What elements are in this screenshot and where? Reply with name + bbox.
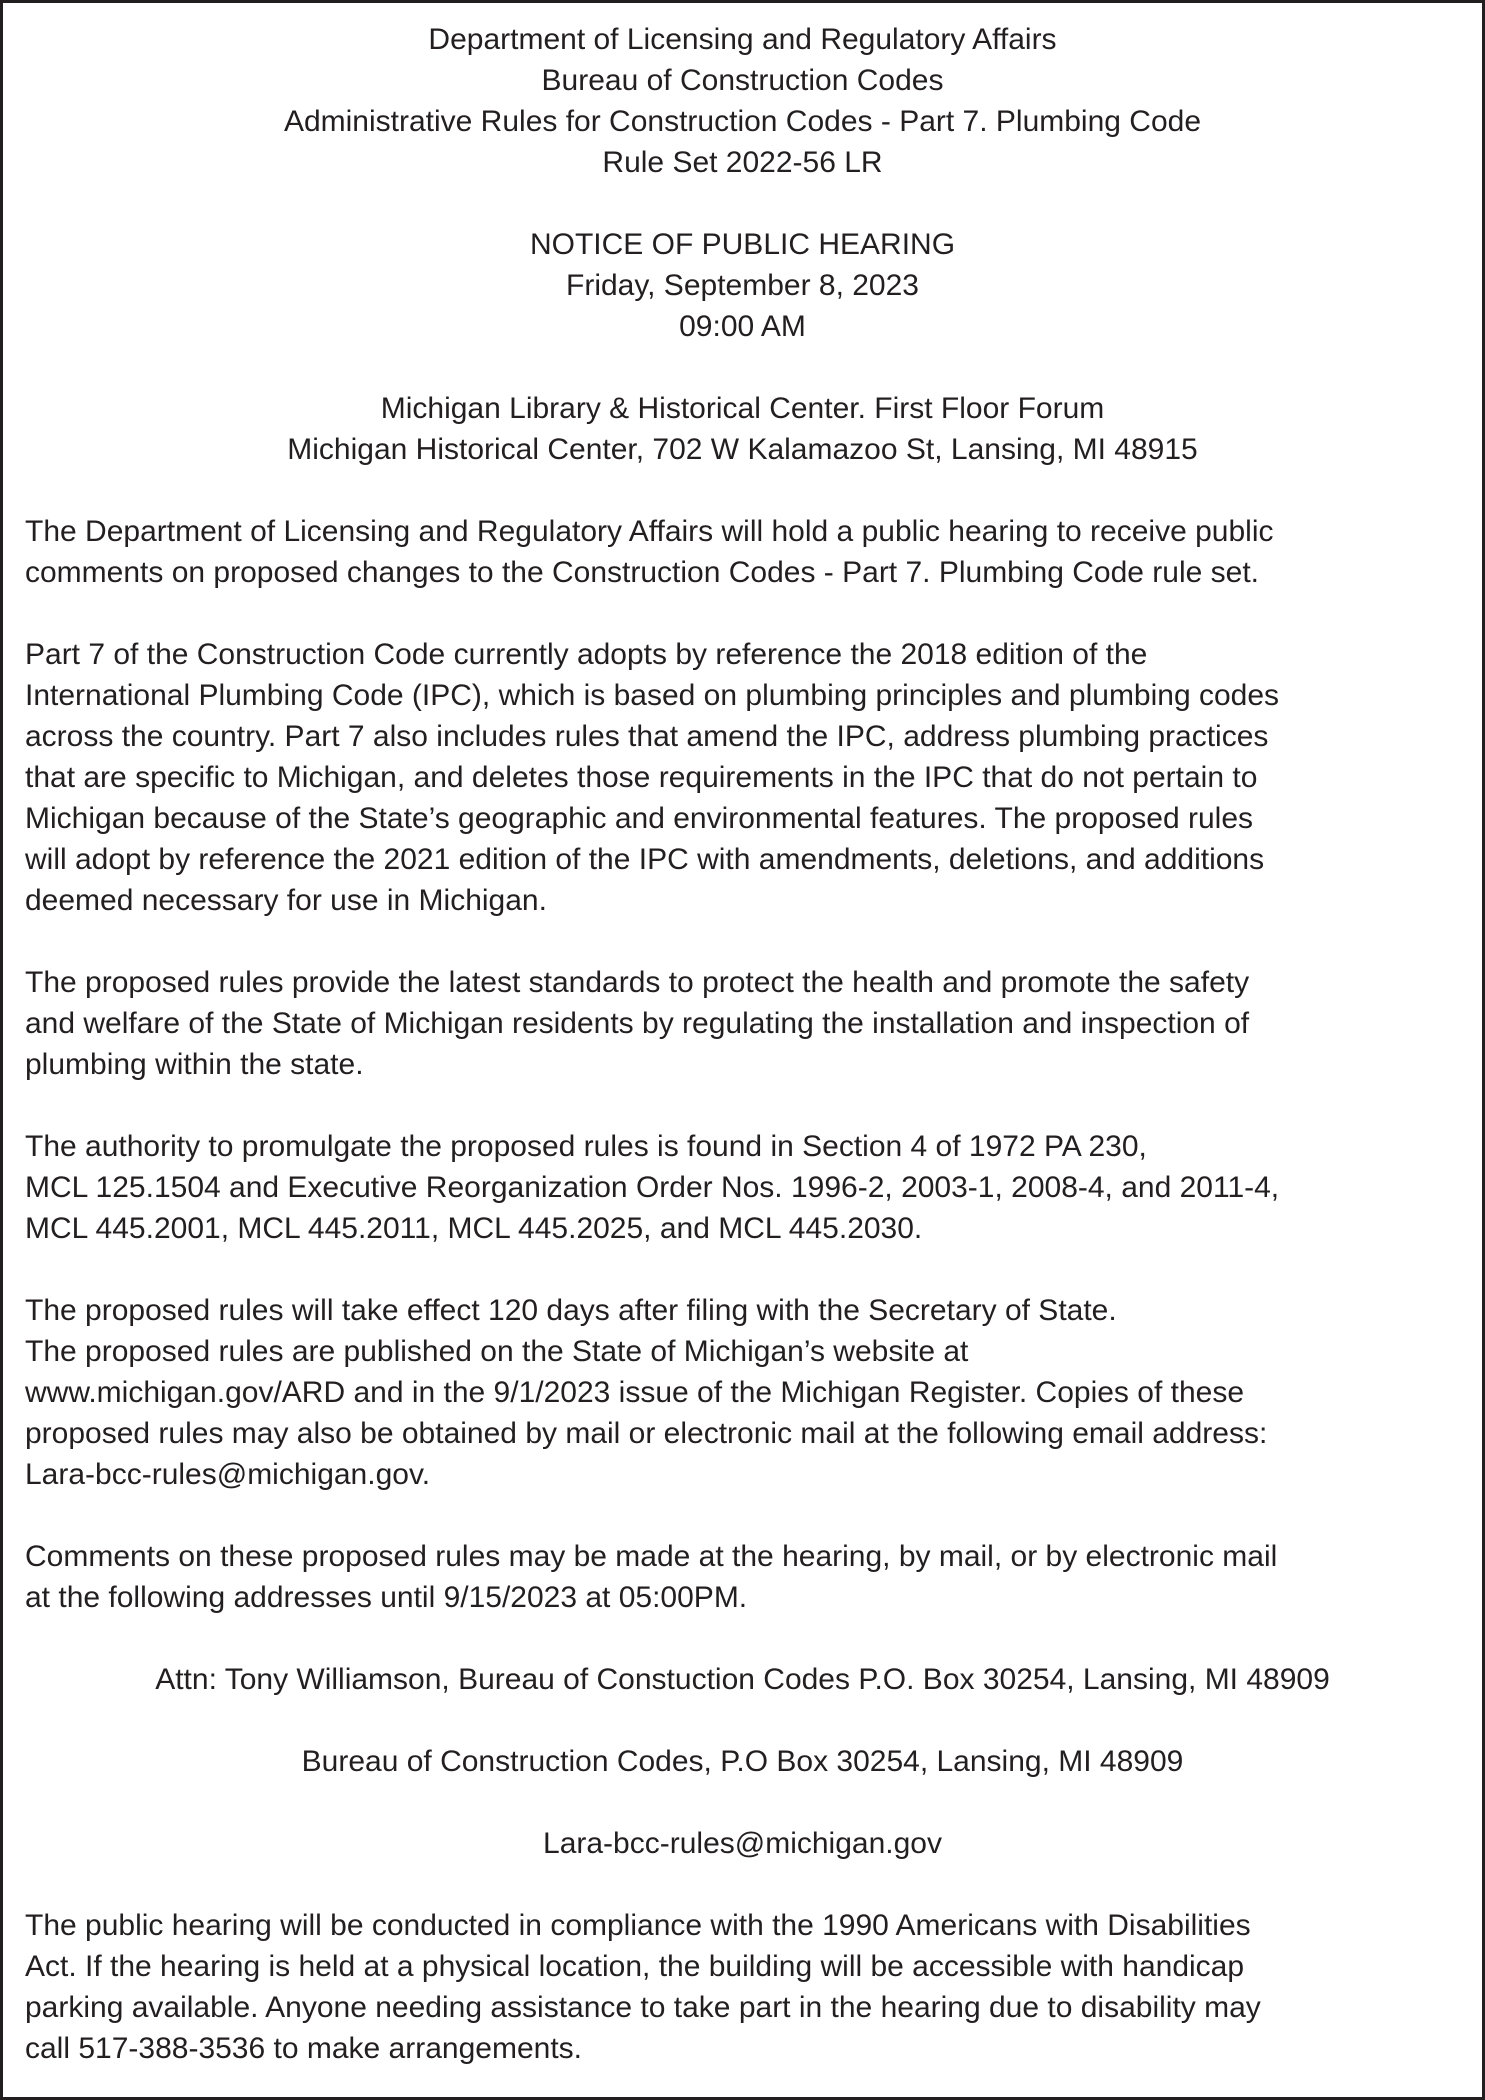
hearing-location bbox=[25, 388, 1460, 470]
paragraph-line: The authority to promulgate the proposed rules is found in Section 4 of 1972 PA 230, bbox=[25, 1130, 1147, 1163]
spacer bbox=[25, 470, 1460, 511]
rules-title: Administrative Rules for Construction Codes - Part 7. Plumbing Code bbox=[283, 105, 1202, 138]
spacer bbox=[25, 593, 1460, 634]
paragraph-line: MCL 125.1504 and Executive Reorganization Order Nos. 1996-2, 2003-1, 2008-4, and 2011-4, bbox=[25, 1171, 1280, 1204]
paragraph-line: plumbing within the state. bbox=[25, 1048, 364, 1081]
paragraph-line: The proposed rules will take effect 120 days after filing with the Secretary of State. bbox=[25, 1294, 1117, 1327]
paragraph-line: Lara-bcc-rules@michigan.gov. bbox=[25, 1458, 431, 1491]
paragraph-line: The proposed rules provide the latest standards to protect the health and promote the safety bbox=[25, 966, 1250, 999]
intro-paragraph bbox=[25, 511, 1460, 593]
paragraph-line: deemed necessary for use in Michigan. bbox=[25, 884, 547, 917]
bureau-mail-address: Bureau of Construction Codes, P.O Box 30254, Lansing, MI 48909 bbox=[301, 1745, 1184, 1778]
venue-address: Michigan Historical Center, 702 W Kalamazoo St, Lansing, MI 48915 bbox=[287, 433, 1198, 466]
standards-paragraph bbox=[25, 962, 1460, 1085]
comments-paragraph bbox=[25, 1536, 1460, 1618]
spacer bbox=[25, 1249, 1460, 1290]
paragraph-line: The public hearing will be conducted in compliance with the 1990 Americans with Disabilities bbox=[25, 1909, 1251, 1942]
paragraph-line: www.michigan.gov/ARD and in the 9/1/2023 issue of the Michigan Register. Copies of these bbox=[25, 1376, 1245, 1409]
paragraph-line: Michigan because of the State’s geographic and environmental features. The proposed rules bbox=[25, 802, 1254, 835]
paragraph-line: comments on proposed changes to the Construction Codes - Part 7. Plumbing Code rule set. bbox=[25, 556, 1259, 589]
paragraph-line: The proposed rules are published on the State of Michigan’s website at bbox=[25, 1335, 969, 1368]
paragraph-line: parking available. Anyone needing assistance to take part in the hearing due to disability may bbox=[25, 1991, 1261, 2024]
spacer bbox=[25, 1618, 1460, 1659]
notice-title: NOTICE OF PUBLIC HEARING bbox=[529, 228, 956, 261]
part7-paragraph bbox=[25, 634, 1460, 921]
paragraph-line: at the following addresses until 9/15/2023 at 05:00PM. bbox=[25, 1581, 748, 1614]
department-name: Department of Licensing and Regulatory Affairs bbox=[428, 23, 1057, 56]
paragraph-line: International Plumbing Code (IPC), which is based on plumbing principles and plumbing codes bbox=[25, 679, 1280, 712]
spacer bbox=[25, 1495, 1460, 1536]
bureau-contact bbox=[25, 1741, 1460, 1782]
hearing-details bbox=[25, 224, 1460, 347]
spacer bbox=[25, 1864, 1460, 1905]
spacer bbox=[25, 183, 1460, 224]
spacer bbox=[25, 921, 1460, 962]
paragraph-line: The Department of Licensing and Regulatory Affairs will hold a public hearing to receive public bbox=[25, 515, 1274, 548]
paragraph-line: across the country. Part 7 also includes rules that amend the IPC, address plumbing practices bbox=[25, 720, 1269, 753]
paragraph-line: proposed rules may also be obtained by mail or electronic mail at the following email address: bbox=[25, 1417, 1268, 1450]
paragraph-line: Comments on these proposed rules may be made at the hearing, by mail, or by electronic mail bbox=[25, 1540, 1278, 1573]
paragraph-line: Part 7 of the Construction Code currently adopts by reference the 2018 edition of the bbox=[25, 638, 1148, 671]
paragraph-line: and welfare of the State of Michigan residents by regulating the installation and inspection of bbox=[25, 1007, 1250, 1040]
hearing-date: Friday, September 8, 2023 bbox=[566, 269, 919, 302]
bureau-name: Bureau of Construction Codes bbox=[541, 64, 944, 97]
notice-header bbox=[25, 19, 1460, 183]
attn-contact bbox=[25, 1659, 1460, 1700]
spacer bbox=[25, 1782, 1460, 1823]
paragraph-line: that are specific to Michigan, and deletes those requirements in the IPC that do not pertain to bbox=[25, 761, 1258, 794]
paragraph-line: will adopt by reference the 2021 edition of the IPC with amendments, deletions, and additions bbox=[25, 843, 1265, 876]
effect-paragraph bbox=[25, 1290, 1460, 1495]
hearing-time: 09:00 AM bbox=[679, 310, 806, 343]
spacer bbox=[25, 1085, 1460, 1126]
ada-paragraph bbox=[25, 1905, 1460, 2069]
venue-name: Michigan Library & Historical Center. First Floor Forum bbox=[380, 392, 1105, 425]
authority-paragraph bbox=[25, 1126, 1460, 1249]
rule-set-number: Rule Set 2022-56 LR bbox=[602, 146, 883, 179]
spacer bbox=[25, 347, 1460, 388]
paragraph-line: Act. If the hearing is held at a physical location, the building will be accessible with handicap bbox=[25, 1950, 1245, 1983]
spacer bbox=[25, 1700, 1460, 1741]
paragraph-line: call 517-388-3536 to make arrangements. bbox=[25, 2032, 582, 2065]
attn-address: Attn: Tony Williamson, Bureau of Constuction Codes P.O. Box 30254, Lansing, MI 48909 bbox=[155, 1663, 1330, 1696]
contact-email: Lara-bcc-rules@michigan.gov bbox=[543, 1827, 942, 1860]
email-contact bbox=[25, 1823, 1460, 1864]
paragraph-line: MCL 445.2001, MCL 445.2011, MCL 445.2025, and MCL 445.2030. bbox=[25, 1212, 923, 1245]
